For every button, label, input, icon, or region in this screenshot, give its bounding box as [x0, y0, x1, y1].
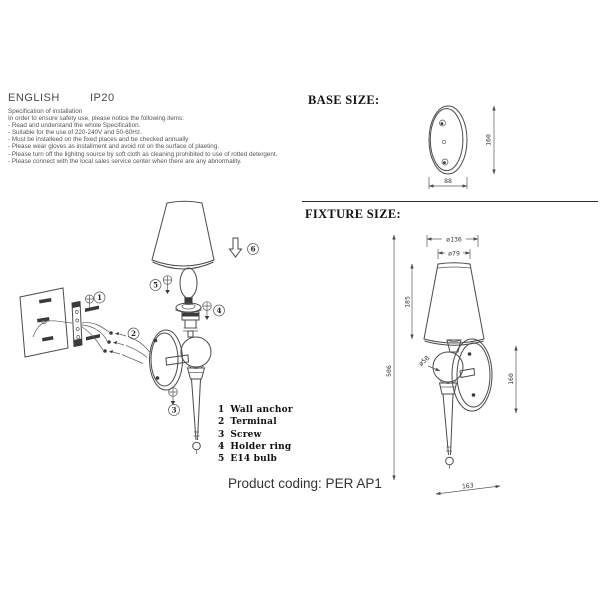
- wall-anchor-icon: [37, 317, 50, 323]
- wall-plate-oval: [429, 106, 467, 174]
- screw-icon: [154, 339, 158, 343]
- screw-icon: [468, 352, 472, 356]
- part-name: Terminal: [230, 417, 277, 428]
- part-name: Wall anchor: [230, 405, 293, 415]
- lamp-socket-part: [182, 312, 199, 337]
- parts-list-item: [218, 416, 293, 428]
- backplate-height-dimension: [507, 346, 516, 413]
- decorative-ball: [181, 337, 211, 367]
- wiring: [33, 321, 150, 364]
- shade-diameter-dimension: [427, 235, 478, 247]
- screw-rotation-icon: [203, 302, 212, 320]
- part-name: Screw: [230, 429, 262, 440]
- spec-item: - Please wear gloves as installment and avoid rot on the surface of plaeting.: [8, 143, 220, 151]
- base-width-value: 88: [444, 177, 452, 185]
- product-coding: Product coding: PER AP1: [228, 476, 382, 491]
- parts-list-item: [218, 429, 293, 441]
- parts-list-item: [218, 404, 293, 416]
- spec-intro: In order to ensure safety use, please notice the following items:: [8, 115, 185, 123]
- spec-title: Specification of installation: [8, 108, 83, 115]
- base-width-dimension: [429, 177, 467, 189]
- language-label: ENGLISH: [8, 92, 60, 104]
- terminal-screw-icon: [85, 306, 99, 313]
- fixture-size-drawing: [370, 225, 575, 505]
- total-height-dimension: [385, 235, 394, 480]
- parts-list-item: [218, 441, 293, 453]
- part-number: 2: [218, 417, 225, 428]
- candle-stem: [443, 394, 453, 455]
- screw-hole-icon: [443, 161, 446, 164]
- decorative-ball: [433, 352, 463, 382]
- base-size-heading: BASE SIZE:: [308, 93, 380, 107]
- ball-diameter-value: ø50: [416, 354, 432, 368]
- step-4-badge: [214, 305, 225, 316]
- spec-item: - Must be installeed on the fixed places and be checked annually: [8, 136, 189, 144]
- part-number: 5: [218, 454, 225, 465]
- step-6-badge: [248, 244, 259, 255]
- step-5-badge: [150, 280, 161, 291]
- depth-dimension: [436, 481, 500, 494]
- step-6-number: 6: [250, 244, 256, 254]
- screw-rotation-icon: [169, 388, 178, 405]
- e14-bulb-part: [180, 268, 197, 305]
- mounting-arm: [166, 355, 189, 365]
- step-3-number: 3: [171, 405, 177, 415]
- backplate-height-value: 160: [507, 373, 515, 385]
- spec-item: - Suitable for the use of 220-240V and 50-60Hz.: [8, 129, 142, 137]
- terminal-screw-icon: [86, 334, 100, 341]
- part-name: E14 bulb: [230, 454, 278, 465]
- screw-hole-icon: [441, 122, 444, 125]
- wall-anchor-icon: [42, 336, 54, 342]
- step-2-badge: [128, 328, 139, 339]
- base-height-dimension: [485, 106, 495, 174]
- shade-height-dimension: [404, 264, 413, 339]
- part-name: Holder ring: [230, 441, 292, 452]
- wall-anchor-icon: [39, 298, 52, 304]
- shade-top-diameter-dimension: [438, 249, 470, 259]
- step-4-number: 4: [216, 306, 222, 316]
- step-1-number: 1: [97, 293, 102, 303]
- header: [8, 92, 115, 104]
- parts-list: [218, 404, 293, 465]
- base-size-drawing: [378, 85, 558, 203]
- shade-part: [152, 201, 214, 269]
- screw-icon: [472, 393, 476, 397]
- spec-item: - Please turn off the lighitng source by soft cloth as cleaning prohibited to use of rotted detergent.: [8, 150, 278, 158]
- center-hole-icon: [442, 140, 446, 144]
- step-2-number: 2: [131, 329, 136, 339]
- assembly-arrow-down-icon: [230, 238, 242, 257]
- part-number: 3: [218, 429, 225, 440]
- step-1-badge: [94, 292, 105, 303]
- screw-rotation-icon: [163, 276, 172, 294]
- screw-icon: [156, 376, 160, 380]
- shade-top-diameter-value: ø79: [448, 249, 460, 258]
- specification-block: [8, 108, 298, 165]
- ip-rating-label: IP20: [90, 92, 115, 104]
- step-3-badge: [169, 405, 180, 416]
- spec-item: - Please connect with the local sales service center when there are any abnormality.: [8, 157, 242, 165]
- depth-value: 163: [461, 481, 475, 491]
- shade-diameter-value: ø136: [446, 235, 462, 244]
- part-number: 4: [218, 441, 225, 452]
- step-5-number: 5: [153, 280, 158, 290]
- spec-item: - Read and understand the whole Specification.: [8, 122, 141, 130]
- part-number: 1: [218, 405, 225, 415]
- parts-list-item: [218, 453, 293, 465]
- total-height-value: 506: [385, 365, 393, 377]
- lamp-shade-side-view: [424, 263, 484, 346]
- base-height-value: 160: [484, 134, 493, 146]
- fixture-size-heading: FIXTURE SIZE:: [305, 207, 401, 221]
- shade-height-value: 185: [403, 296, 412, 308]
